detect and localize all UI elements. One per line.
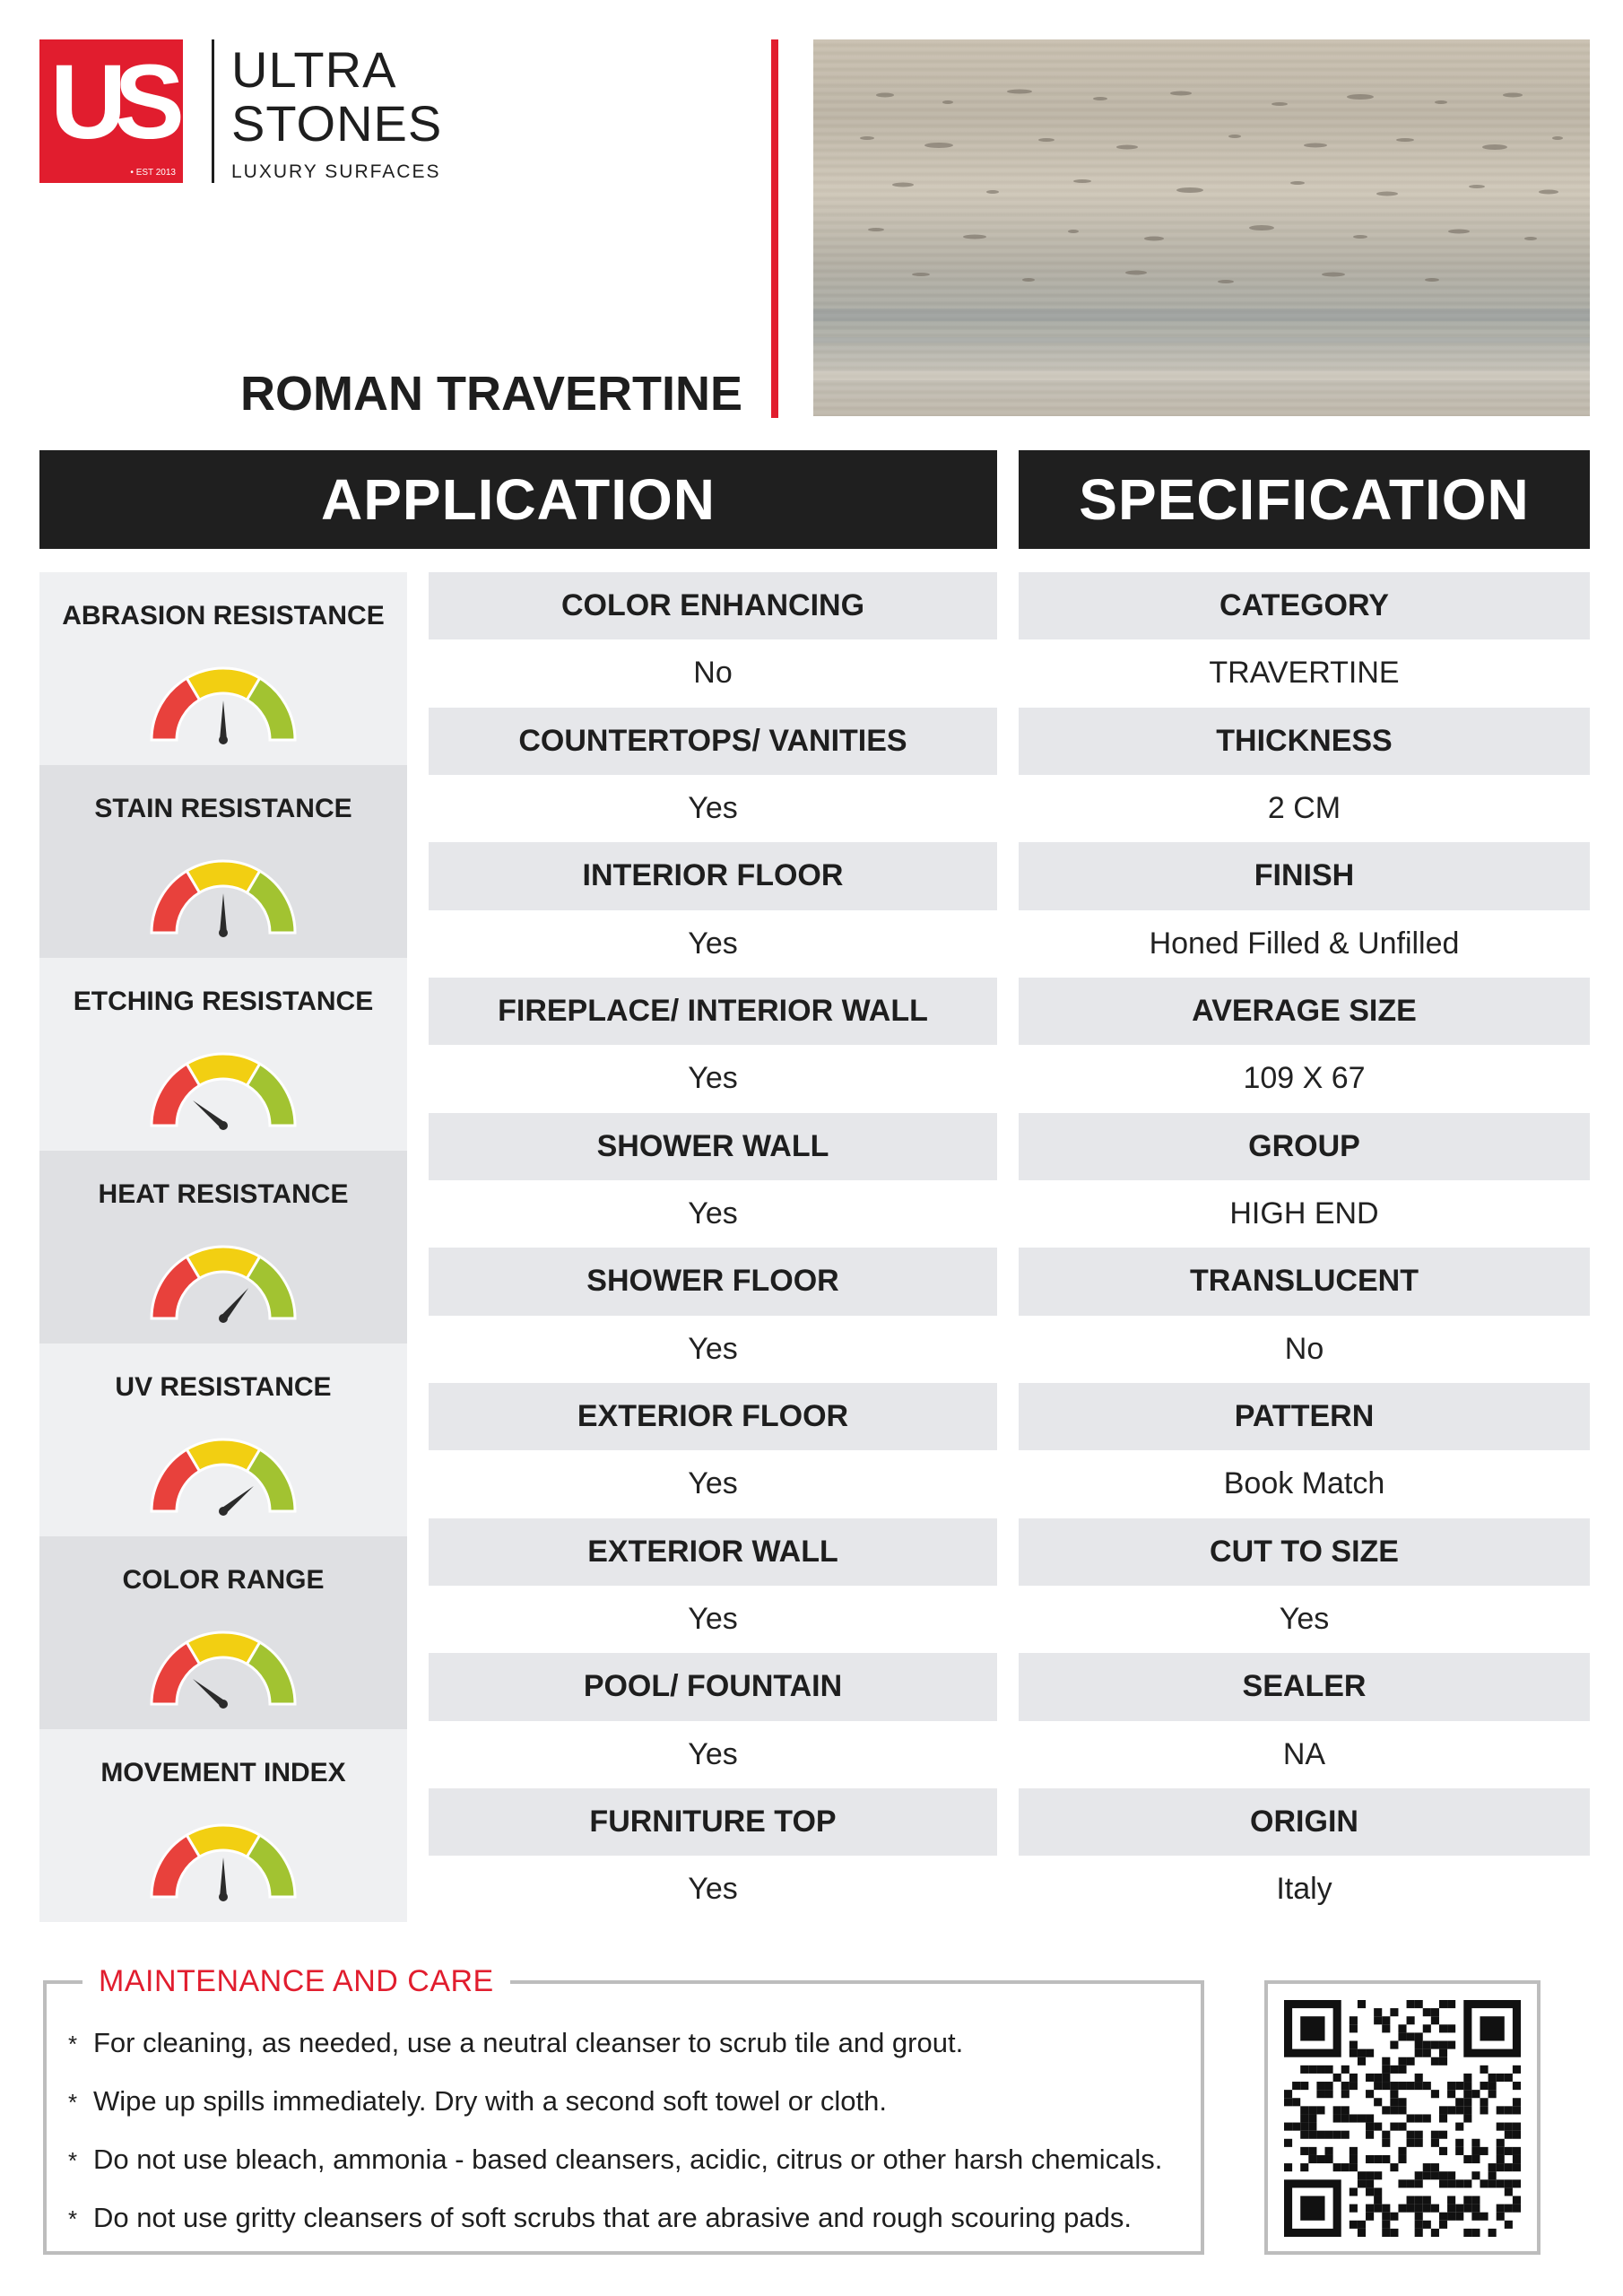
logo-monogram: US bbox=[50, 43, 172, 161]
bullet-icon: * bbox=[68, 2089, 78, 2116]
application-label: POOL/ FOUNTAIN bbox=[429, 1653, 997, 1720]
gauge-cell bbox=[39, 765, 407, 958]
gauge-label: MOVEMENT INDEX bbox=[100, 1758, 346, 1787]
specification-label: FINISH bbox=[1019, 842, 1590, 909]
application-value: Yes bbox=[429, 1045, 997, 1112]
application-label: EXTERIOR FLOOR bbox=[429, 1383, 997, 1450]
gauge-label: ETCHING RESISTANCE bbox=[73, 987, 374, 1016]
gauge-meter-icon bbox=[147, 1233, 299, 1323]
gauge-cell bbox=[39, 1536, 407, 1729]
application-label: FIREPLACE/ INTERIOR WALL bbox=[429, 978, 997, 1045]
gauge-meter-icon bbox=[147, 848, 299, 937]
logo-est: • EST 2013 bbox=[130, 168, 176, 178]
gauge-meter-icon bbox=[147, 1040, 299, 1130]
application-label: FURNITURE TOP bbox=[429, 1788, 997, 1856]
specification-label: AVERAGE SIZE bbox=[1019, 978, 1590, 1045]
maintenance-item-text: For cleaning, as needed, use a neutral cleanser to scrub tile and grout. bbox=[93, 2027, 964, 2058]
specification-label: CATEGORY bbox=[1019, 572, 1590, 639]
application-table bbox=[429, 572, 997, 1924]
maintenance-item bbox=[68, 2196, 1162, 2255]
bullet-icon: * bbox=[68, 2205, 78, 2232]
brand-name bbox=[231, 43, 442, 183]
stone-texture bbox=[813, 39, 1590, 416]
specification-label: ORIGIN bbox=[1019, 1788, 1590, 1856]
qr-code[interactable] bbox=[1264, 1980, 1541, 2255]
maintenance-item bbox=[68, 2022, 1162, 2080]
specification-label: THICKNESS bbox=[1019, 708, 1590, 775]
specification-header: SPECIFICATION bbox=[1019, 450, 1590, 549]
product-title: ROMAN TRAVERTINE bbox=[240, 367, 742, 421]
application-label: EXTERIOR WALL bbox=[429, 1518, 997, 1586]
application-value: No bbox=[429, 639, 997, 707]
stone-sample-image bbox=[813, 39, 1590, 416]
brand-logo bbox=[39, 39, 183, 183]
application-value: Yes bbox=[429, 1180, 997, 1248]
gauge-meter-icon bbox=[147, 1619, 299, 1709]
maintenance-box bbox=[43, 1964, 1204, 2255]
application-value: Yes bbox=[429, 1450, 997, 1518]
gauge-label: COLOR RANGE bbox=[122, 1565, 325, 1595]
application-label: COLOR ENHANCING bbox=[429, 572, 997, 639]
qr-code-icon bbox=[1284, 2000, 1521, 2237]
specification-table bbox=[1019, 572, 1590, 1924]
specification-value: 2 CM bbox=[1019, 775, 1590, 842]
specification-value: Honed Filled & Unfilled bbox=[1019, 910, 1590, 978]
specification-value: Yes bbox=[1019, 1586, 1590, 1653]
bullet-icon: * bbox=[68, 2147, 78, 2174]
specification-value: Book Match bbox=[1019, 1450, 1590, 1518]
specification-value: TRAVERTINE bbox=[1019, 639, 1590, 707]
gauge-label: STAIN RESISTANCE bbox=[94, 794, 352, 823]
gauge-label: ABRASION RESISTANCE bbox=[62, 601, 385, 631]
gauge-cell bbox=[39, 1729, 407, 1922]
application-value: Yes bbox=[429, 1316, 997, 1383]
logo-divider bbox=[212, 39, 214, 183]
maintenance-title: MAINTENANCE AND CARE bbox=[82, 1964, 510, 1999]
brand-tagline: LUXURY SURFACES bbox=[231, 161, 441, 182]
specification-label: SEALER bbox=[1019, 1653, 1590, 1720]
application-label: SHOWER FLOOR bbox=[429, 1248, 997, 1315]
specification-label: GROUP bbox=[1019, 1113, 1590, 1180]
gauge-cell bbox=[39, 958, 407, 1151]
gauge-meter-icon bbox=[147, 1812, 299, 1901]
specification-value: 109 X 67 bbox=[1019, 1045, 1590, 1112]
specification-value: Italy bbox=[1019, 1856, 1590, 1923]
maintenance-item-text: Do not use gritty cleansers of soft scrubs that are abrasive and rough scouring pads. bbox=[93, 2202, 1132, 2233]
specification-label: CUT TO SIZE bbox=[1019, 1518, 1590, 1586]
accent-divider bbox=[771, 39, 778, 418]
application-label: INTERIOR FLOOR bbox=[429, 842, 997, 909]
application-value: Yes bbox=[429, 775, 997, 842]
gauge-cell bbox=[39, 1344, 407, 1536]
application-value: Yes bbox=[429, 1721, 997, 1788]
gauge-meter-icon bbox=[147, 655, 299, 744]
gauge-needle bbox=[220, 700, 227, 740]
gauge-needle bbox=[220, 1857, 227, 1897]
maintenance-item-text: Do not use bleach, ammonia - based cleansers, acidic, citrus or other harsh chemicals. bbox=[93, 2144, 1163, 2175]
specification-label: PATTERN bbox=[1019, 1383, 1590, 1450]
brand-name-line1: ULTRA bbox=[231, 41, 397, 98]
maintenance-item bbox=[68, 2138, 1162, 2196]
brand-name-line2: STONES bbox=[231, 95, 443, 152]
gauge-label: UV RESISTANCE bbox=[115, 1372, 332, 1402]
application-label: SHOWER WALL bbox=[429, 1113, 997, 1180]
application-value: Yes bbox=[429, 1856, 997, 1923]
application-value: Yes bbox=[429, 910, 997, 978]
specification-value: No bbox=[1019, 1316, 1590, 1383]
resistance-gauges bbox=[39, 572, 407, 1922]
gauge-needle bbox=[220, 893, 227, 933]
maintenance-item-text: Wipe up spills immediately. Dry with a second soft towel or cloth. bbox=[93, 2085, 887, 2117]
gauge-cell bbox=[39, 572, 407, 765]
application-value: Yes bbox=[429, 1586, 997, 1653]
bullet-icon: * bbox=[68, 2031, 78, 2057]
maintenance-list bbox=[68, 2022, 1162, 2255]
maintenance-item bbox=[68, 2080, 1162, 2138]
specification-label: TRANSLUCENT bbox=[1019, 1248, 1590, 1315]
gauge-label: HEAT RESISTANCE bbox=[98, 1179, 349, 1209]
application-label: COUNTERTOPS/ VANITIES bbox=[429, 708, 997, 775]
gauge-meter-icon bbox=[147, 1426, 299, 1516]
application-header: APPLICATION bbox=[39, 450, 997, 549]
specification-value: HIGH END bbox=[1019, 1180, 1590, 1248]
gauge-cell bbox=[39, 1151, 407, 1344]
specification-value: NA bbox=[1019, 1721, 1590, 1788]
